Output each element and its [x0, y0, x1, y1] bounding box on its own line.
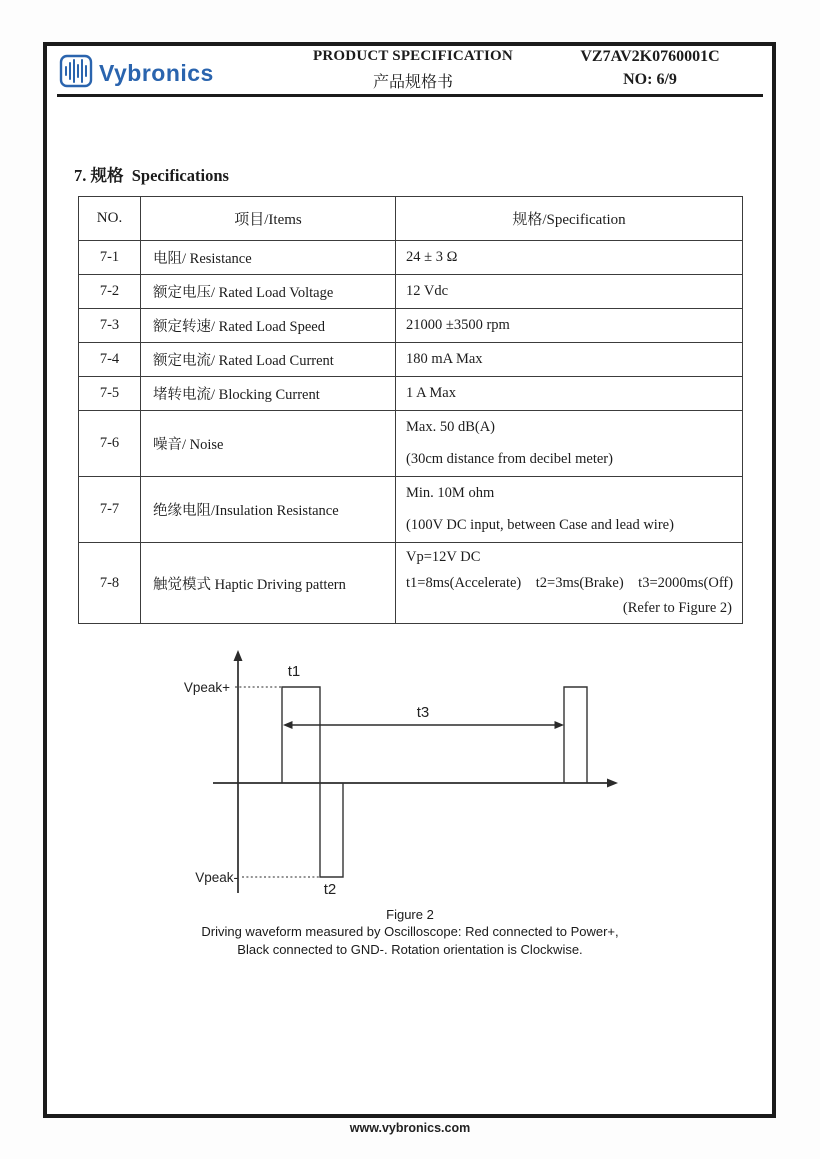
row-spec-refer: (Refer to Figure 2) [622, 600, 732, 617]
row-spec: 21000 ±3500 rpm [406, 317, 510, 334]
table-row [79, 543, 743, 624]
row-no: 7-3 [79, 309, 141, 343]
t2-label: t2 [323, 881, 337, 898]
t3-right-arrow-icon [555, 721, 565, 729]
product-specification-title-zh: 产品规格书 [372, 74, 453, 91]
brand-name: Vybronics [99, 60, 214, 86]
table-header-row [79, 197, 743, 241]
row-spec: 1 A Max [406, 385, 456, 402]
table-row [79, 411, 743, 477]
pulse-repeat [564, 687, 587, 783]
document-number: VZ7AV2K0760001C [580, 48, 720, 65]
row-item: 额定转速/ Rated Load Speed [141, 309, 396, 343]
row-spec: t1=8ms(Accelerate) t2=3ms(Brake) t3=2000ms(Off) [406, 574, 734, 591]
row-spec: Max. 50 dB(A) [406, 419, 496, 436]
row-spec: 180 mA Max [406, 351, 483, 368]
waveform-logo-icon [58, 54, 94, 93]
row-item: 绝缘电阻/Insulation Resistance [141, 477, 396, 543]
row-spec: Min. 10M ohm [406, 485, 495, 502]
column-header-specification: 规格/Specification [396, 197, 743, 241]
row-item: 触觉模式 Haptic Driving pattern [141, 543, 396, 624]
table-row [79, 241, 743, 275]
page-number: NO: 6/9 [623, 71, 677, 88]
row-spec: (30cm distance from decibel meter) [406, 451, 613, 467]
footer-website: www.vybronics.com [349, 1121, 471, 1135]
table-row [79, 275, 743, 309]
product-specification-title: PRODUCT SPECIFICATION [313, 48, 513, 64]
t1-label: t1 [287, 663, 301, 680]
figure-caption-line2: Black connected to GND-. Rotation orientation is Clockwise. [237, 941, 583, 957]
t3-label: t3 [416, 704, 430, 721]
figure-caption-title: Figure 2 [386, 907, 434, 922]
row-item: 噪音/ Noise [141, 411, 396, 477]
table-row [79, 377, 743, 411]
row-spec: 24 ± 3 Ω [406, 249, 458, 266]
row-spec: (100V DC input, between Case and lead wire) [406, 517, 674, 533]
row-item: 电阻/ Resistance [141, 241, 396, 275]
row-no: 7-1 [79, 241, 141, 275]
figure-caption-line1: Driving waveform measured by Oscilloscope: Red connected to Power+, [201, 924, 619, 940]
row-item: 堵转电流/ Blocking Current [141, 377, 396, 411]
figure-caption [110, 906, 710, 958]
row-no: 7-2 [79, 275, 141, 309]
vpeak-minus-label: Vpeak- [195, 870, 238, 885]
column-header-no: NO. [79, 197, 141, 241]
row-spec: Vp=12V DC [406, 549, 481, 565]
table-row [79, 343, 743, 377]
table-row [79, 309, 743, 343]
column-header-items: 项目/Items [141, 197, 396, 241]
row-no: 7-5 [79, 377, 141, 411]
driving-waveform-figure [150, 646, 640, 898]
row-no: 7-6 [79, 411, 141, 477]
x-axis-arrow-icon [607, 779, 618, 788]
row-item: 额定电压/ Rated Load Voltage [141, 275, 396, 309]
row-no: 7-7 [79, 477, 141, 543]
row-item: 额定电流/ Rated Load Current [141, 343, 396, 377]
t3-left-arrow-icon [283, 721, 293, 729]
table-row [79, 477, 743, 543]
pulse-t1-t2 [282, 687, 343, 877]
row-spec: 12 Vdc [406, 283, 449, 300]
specifications-table [78, 196, 743, 624]
row-no: 7-8 [79, 543, 141, 624]
y-axis-arrow-icon [234, 650, 243, 661]
row-no: 7-4 [79, 343, 141, 377]
section-title: 7. 规格 Specifications [74, 166, 229, 185]
vybronics-logo [58, 54, 214, 93]
header-doc-block [565, 48, 735, 89]
header-title-block [273, 48, 553, 92]
vpeak-plus-label: Vpeak+ [183, 680, 230, 695]
header-divider [57, 94, 763, 97]
